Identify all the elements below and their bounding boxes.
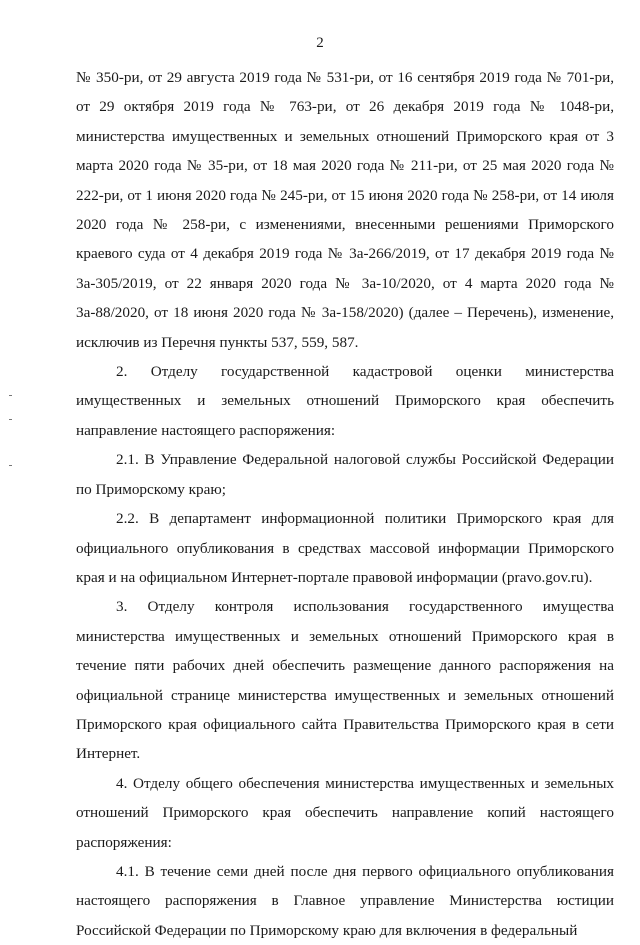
- paragraph-item-2: 2. Отделу государственной кадастровой оценки министерства имущественных и земельных отношений Приморского края обеспечить направление настоящего распоряжения:: [76, 363, 614, 439]
- paragraph-item-4-1: 4.1. В течение семи дней после дня первого официального опубликования настоящего распоряжения в Главное управление Министерства юстиции Российской Федерации по Приморскому краю для включения в федеральный: [76, 862, 614, 939]
- page-number: 2: [316, 35, 324, 51]
- paragraph-item-4: 4. Отделу общего обеспечения министерства имущественных и земельных отношений Приморского края обеспечить направление копий настоящего распоряжения:: [76, 774, 614, 851]
- paragraph-continuation: № 350-ри, от 29 августа 2019 года № 531-ри, от 16 сентября 2019 года № 701-ри, от 29 октября 2019 года № 763-ри, от 26 декабря 2019 года № 1048-ри, министерства имущественных и земельных отношений Приморского края от 3 марта 2020 года № 35-ри, от 18 мая 2020 года № 211-ри, от 25 мая 2020 года № 222-ри, от 1 июня 2020 года № 245-ри, от 15 июня 2020 года № 258-ри, от 14 июля 2020 года № 258-ри, с изменениями, внесенными решениями Приморского краевого суда от 4 декабря 2019 года № 3а-266/2019, от 17 декабря 2019 года № 3а-305/2019, от 22 января 2020 года № 3а-10/2020, от 4 марта 2020 года № 3а-88/2020, от 18 июня 2020 года № 3а-158/2020) (далее – Перечень), изменение, исключив из Перечня пункты 537, 559, 587.: [76, 69, 614, 351]
- margin-mark: [9, 395, 12, 396]
- paragraph-item-3: 3. Отделу контроля использования государственного имущества министерства имущественных и земельных отношений Приморского края в течение пяти рабочих дней обеспечить размещение данного распоряжения на официальной странице министерства имущественных и земельных отношений Приморского края официального сайта Правительства Приморского края в сети Интернет.: [76, 598, 614, 763]
- document-body: [76, 63, 614, 945]
- margin-mark: [9, 465, 12, 466]
- paragraph-item-2-2: 2.2. В департамент информационной политики Приморского края для официального опубликования в средствах массовой информации Приморского края и на официальном Интернет-портале правовой информации (pravo.gov.ru).: [76, 510, 614, 586]
- paragraph-item-2-1: 2.1. В Управление Федеральной налоговой службы Российской Федерации по Приморскому краю;: [76, 451, 614, 498]
- margin-mark: [9, 419, 12, 420]
